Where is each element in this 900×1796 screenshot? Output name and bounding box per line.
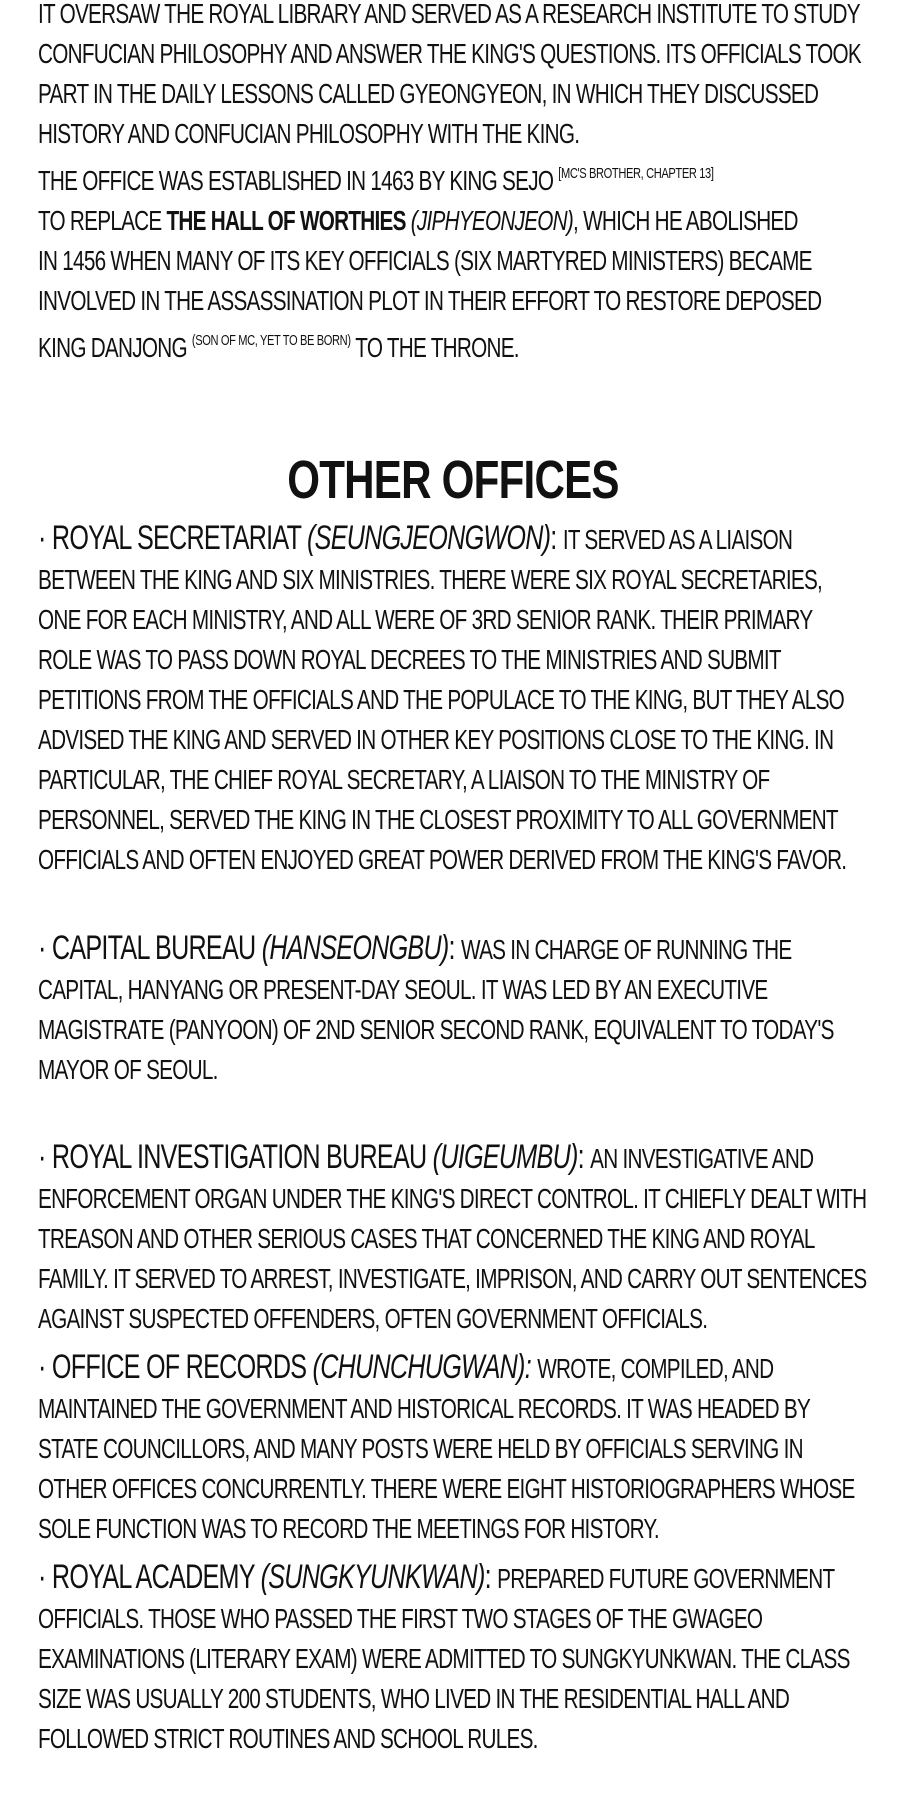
entry-line [38,560,868,600]
entry-line-text: TREASON AND OTHER SERIOUS CASES THAT CONCERNED THE KING AND ROYAL [38,1223,815,1254]
entry-name: ROYAL ACADEMY [51,1558,261,1596]
entry-colon: : [484,1558,498,1596]
entry-heading-text [38,928,791,970]
entry-heading-text [38,1557,834,1599]
entry-line [38,1179,868,1219]
entry-line [38,640,868,680]
intro-line-text [38,154,714,201]
entry-line-text: STATE COUNCILLORS, AND MANY POSTS WERE HELD BY OFFICIALS SERVING IN [38,1433,803,1464]
entry-line: WAS IN CHARGE OF RUNNING THE [461,934,792,965]
entry-line-text: CAPITAL, HANYANG OR PRESENT-DAY SEOUL. IT WAS LED BY AN EXECUTIVE [38,974,768,1005]
entry-romanized: (UIGEUMBU) [432,1138,578,1176]
entry-line [38,1639,868,1679]
entry-line [38,1219,868,1259]
office-entry-capital-bureau [38,928,868,1090]
intro-line-text: IN 1456 WHEN MANY OF ITS KEY OFFICIALS (SIX MARTYRED MINISTERS) BECAME [38,245,812,276]
office-entry-royal-academy [38,1557,868,1759]
entry-line [38,1599,868,1639]
entry-bullet: · [38,1558,52,1596]
entry-line-text: FOLLOWED STRICT ROUTINES AND SCHOOL RULES. [38,1723,538,1754]
entry-romanized: (HANSEONGBU) [261,929,449,967]
entry-heading-text [38,1137,813,1179]
entry-line [38,720,868,760]
entry-heading-line [38,1557,868,1599]
entry-line [38,1469,868,1509]
intro-line-text: INVOLVED IN THE ASSASSINATION PLOT IN THEIR EFFORT TO RESTORE DEPOSED [38,285,822,316]
entry-line [38,1509,868,1549]
entry-name: CAPITAL BUREAU [51,929,262,967]
entry-colon: : [448,929,462,967]
intro-line [38,201,868,241]
entry-bullet: · [38,1348,52,1386]
entry-line [38,800,868,840]
entry-colon: : [577,1138,591,1176]
intro-line-text [38,201,798,241]
intro-line [38,241,868,281]
entry-heading-line [38,518,868,560]
hall-of-worthies: THE HALL OF WORTHIES [166,205,406,236]
entry-romanized: (CHUNCHUGWAN): [312,1348,531,1386]
office-entry-office-of-records [38,1347,868,1549]
entry-line: IT SERVED AS A LIAISON [562,524,793,555]
intro-text: , WHICH HE ABOLISHED [573,205,798,236]
entry-line-text: OFFICIALS. THOSE WHO PASSED THE FIRST TWO STAGES OF THE GWAGEO [38,1603,763,1634]
intro-line [38,34,868,74]
intro-text: THE OFFICE WAS ESTABLISHED IN 1463 BY KING SEJO [38,165,554,196]
entry-heading-line [38,1347,868,1389]
entry-name: OFFICE OF RECORDS [51,1348,313,1386]
intro-paragraph [38,0,868,368]
entry-romanized: (SUNGKYUNKWAN) [260,1558,485,1596]
entry-line-text: MAINTAINED THE GOVERNMENT AND HISTORICAL RECORDS. IT WAS HEADED BY [38,1393,811,1424]
entry-line-text: ROLE WAS TO PASS DOWN ROYAL DECREES TO THE MINISTRIES AND SUBMIT [38,644,781,675]
entry-line-text: PERSONNEL, SERVED THE KING IN THE CLOSEST PROXIMITY TO ALL GOVERNMENT [38,804,838,835]
entry-line-text: AGAINST SUSPECTED OFFENDERS, OFTEN GOVERNMENT OFFICIALS. [38,1303,708,1334]
entry-bullet: · [38,519,52,557]
intro-line [38,281,868,321]
entry-line [38,1010,868,1050]
entry-line [38,1259,868,1299]
entry-name: ROYAL SECRETARIAT [51,519,308,557]
entry-line: WROTE, COMPILED, AND [537,1353,774,1384]
jiphyeonjeon-romanized: (JIPHYEONJEON) [405,205,574,236]
intro-line [38,154,868,201]
entry-name: ROYAL INVESTIGATION BUREAU [51,1138,433,1176]
entry-heading-text [38,518,792,560]
intro-line-text: HISTORY AND CONFUCIAN PHILOSOPHY WITH THE KING. [38,118,580,149]
office-entry-royal-secretariat [38,518,868,880]
intro-text: TO REPLACE [38,205,167,236]
entry-line-text: ENFORCEMENT ORGAN UNDER THE KING'S DIRECT CONTROL. IT CHIEFLY DEALT WITH [38,1183,867,1214]
entry-heading-line [38,1137,868,1179]
intro-line [38,74,868,114]
entry-heading-text [38,1347,773,1389]
intro-line-text: CONFUCIAN PHILOSOPHY AND ANSWER THE KING'S QUESTIONS. ITS OFFICIALS TOOK [38,38,862,69]
intro-text: KING DANJONG [38,332,192,363]
entry-line [38,760,868,800]
entry-romanized: (SEUNGJEONGWON) [307,519,551,557]
entry-line [38,600,868,640]
intro-line [38,321,868,368]
entry-line [38,1429,868,1469]
entry-bullet: · [38,929,52,967]
entry-line [38,840,868,880]
entry-line [38,1719,868,1759]
intro-line-text [38,321,519,368]
entry-line-text: OFFICIALS AND OFTEN ENJOYED GREAT POWER DERIVED FROM THE KING'S FAVOR. [38,844,847,875]
intro-line [38,0,868,34]
intro-line [38,114,868,154]
entry-line-text: SOLE FUNCTION WAS TO RECORD THE MEETINGS FOR HISTORY. [38,1513,659,1544]
entry-line-text: OTHER OFFICES CONCURRENTLY. THERE WERE EIGHT HISTORIOGRAPHERS WHOSE [38,1473,855,1504]
office-entry-royal-investigation-bureau [38,1137,868,1339]
entry-colon: : [550,519,563,557]
intro-line-text: PART IN THE DAILY LESSONS CALLED GYEONGYEON, IN WHICH THEY DISCUSSED [38,78,819,109]
entry-line [38,1050,868,1090]
footnote-mc-brother: [MC'S BROTHER, CHAPTER 13] [558,165,714,182]
entry-heading-line [38,928,868,970]
entry-line [38,1389,868,1429]
entry-line [38,970,868,1010]
entry-line [38,1299,868,1339]
intro-line-text: IT OVERSAW THE ROYAL LIBRARY AND SERVED AS A RESEARCH INSTITUTE TO STUDY [38,0,860,29]
entry-line [38,1679,868,1719]
entry-line-text: PETITIONS FROM THE OFFICIALS AND THE POPULACE TO THE KING, BUT THEY ALSO [38,684,845,715]
entry-line-text: EXAMINATIONS (LITERARY EXAM) WERE ADMITTED TO SUNGKYUNKWAN. THE CLASS [38,1643,850,1674]
entry-line: PREPARED FUTURE GOVERNMENT [497,1563,835,1594]
entry-line-text: PARTICULAR, THE CHIEF ROYAL SECRETARY, A LIAISON TO THE MINISTRY OF [38,764,770,795]
entry-line-text: ADVISED THE KING AND SERVED IN OTHER KEY POSITIONS CLOSE TO THE KING. IN [38,724,834,755]
entry-line-text: FAMILY. IT SERVED TO ARREST, INVESTIGATE, IMPRISON, AND CARRY OUT SENTENCES [38,1263,867,1294]
entry-line [38,680,868,720]
section-title: OTHER OFFICES [287,450,619,510]
entry-line-text: SIZE WAS USUALLY 200 STUDENTS, WHO LIVED IN THE RESIDENTIAL HALL AND [38,1683,790,1714]
intro-text: TO THE THRONE. [350,332,519,363]
entry-bullet: · [38,1138,52,1176]
entry-line: AN INVESTIGATIVE AND [590,1143,814,1174]
footnote-son-of-mc: (SON OF MC, YET TO BE BORN) [191,332,351,349]
entry-line-text: ONE FOR EACH MINISTRY, AND ALL WERE OF 3RD SENIOR RANK. THEIR PRIMARY [38,604,813,635]
entry-line-text: MAGISTRATE (PANYOON) OF 2ND SENIOR SECOND RANK, EQUIVALENT TO TODAY'S [38,1014,834,1045]
entry-line-text: MAYOR OF SEOUL. [38,1054,218,1085]
entry-line-text: BETWEEN THE KING AND SIX MINISTRIES. THERE WERE SIX ROYAL SECRETARIES, [38,564,823,595]
